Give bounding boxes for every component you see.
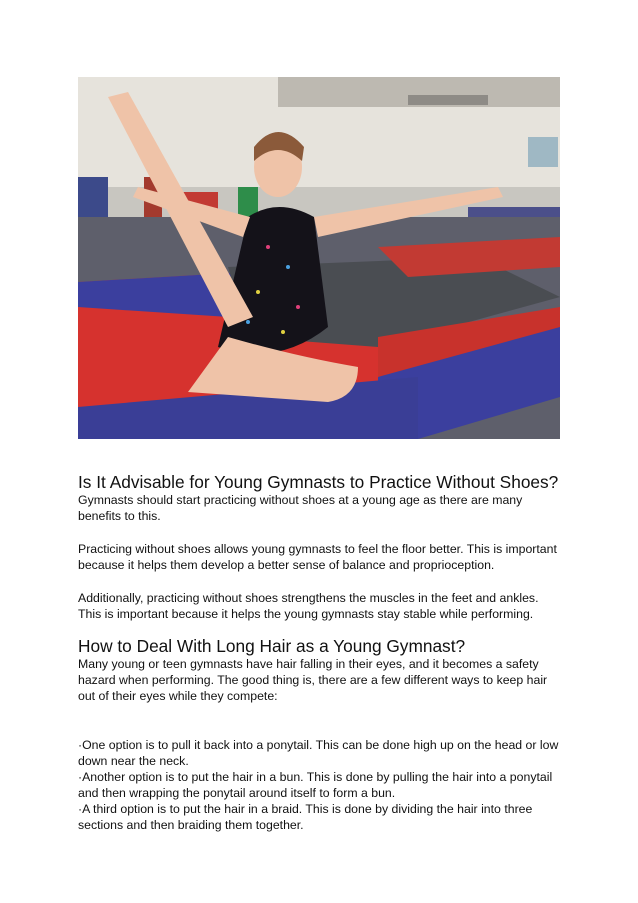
hair-option-bullet: ·A third option is to put the hair in a braid. This is done by dividing the hair into three sections and then braiding them together.	[78, 802, 533, 832]
article-body	[78, 472, 564, 833]
section2-intro: Many young or teen gymnasts have hair falling in their eyes, and it becomes a safety hazard when performing. The good thing is, there are a few different ways to keep hair out of their eyes while they compete:	[78, 657, 548, 703]
section1-paragraph: Additionally, practicing without shoes strengthens the muscles in the feet and ankles. This is important because it helps the young gymnasts stay stable while performing.	[78, 591, 539, 621]
gymnast-illustration	[78, 77, 560, 439]
section1-heading: Is It Advisable for Young Gymnasts to Practice Without Shoes?	[78, 472, 559, 492]
hair-option-bullet: ·One option is to pull it back into a ponytail. This can be done high up on the head or low down near the neck.	[78, 738, 559, 768]
gymnast-photo	[78, 77, 560, 439]
hair-option-bullet: ·Another option is to put the hair in a bun. This is done by pulling the hair into a ponytail and then wrapping the ponytail around itself to form a bun.	[78, 770, 553, 800]
section1-paragraph: Gymnasts should start practicing without shoes at a young age as there are many benefits to this.	[78, 493, 523, 523]
section1-paragraph: Practicing without shoes allows young gymnasts to feel the floor better. This is important because it helps them develop a better sense of balance and proprioception.	[78, 542, 557, 572]
section2-heading: How to Deal With Long Hair as a Young Gymnast?	[78, 636, 466, 656]
